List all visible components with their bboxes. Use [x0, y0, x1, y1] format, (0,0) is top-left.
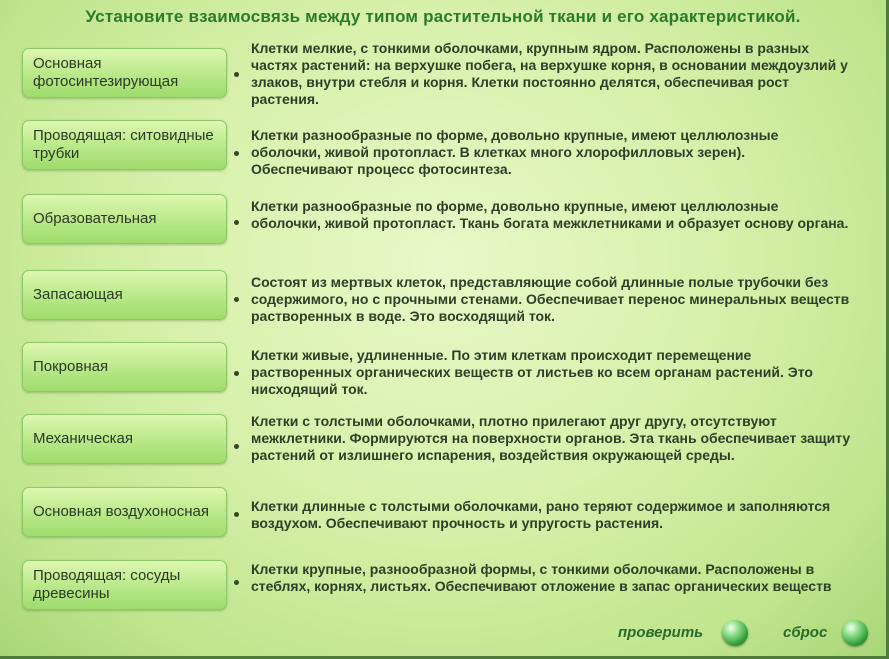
- reset-button-label[interactable]: сброс: [783, 624, 828, 641]
- tissue-item-aerenchyma[interactable]: [22, 487, 227, 537]
- match-target-bullet[interactable]: [234, 220, 239, 225]
- tissue-label: Основная воздухоносная: [33, 503, 210, 520]
- description-text: Клетки с толстыми оболочками, плотно прилегают друг другу, отсутствуют межклетники. Формируются на поверхности органов. Эта ткань обеспечивает защиту растений от излишнего испарения, воздействия окружающей среды.: [251, 413, 851, 463]
- match-target-bullet[interactable]: [234, 580, 239, 585]
- match-target-bullet[interactable]: [234, 151, 239, 156]
- description-text: Клетки живые, удлиненные. По этим клеткам происходит перемещение растворенных органических веществ от листьев ко всем органам растений. Это нисходящий ток.: [251, 347, 813, 397]
- description-text: Состоят из мертвых клеток, представляющие собой длинные полые трубочки без содержимого, но с прочными стенами. Обеспечивает перенос минеральных веществ растворенных в воде. Это восходящий ток.: [251, 274, 850, 324]
- description-text: Клетки разнообразные по форме, довольно крупные, имеют целлюлозные оболочки, живой протопласт. В клетках много хлорофилловых зерен). Обеспечивают процесс фотосинтеза.: [251, 127, 779, 177]
- tissue-item-meristem[interactable]: [22, 194, 227, 244]
- match-target-bullet[interactable]: [234, 72, 239, 77]
- match-target-bullet[interactable]: [234, 444, 239, 449]
- tissue-label: Проводящая: сосуды древесины: [33, 567, 181, 602]
- match-target-bullet[interactable]: [234, 297, 239, 302]
- tissue-item-dermal[interactable]: [22, 342, 227, 392]
- tissue-item-sieve-tubes[interactable]: [22, 120, 227, 170]
- tissue-label: Покровная: [33, 358, 109, 375]
- reset-button-orb-icon[interactable]: [842, 620, 868, 646]
- tissue-label: Механическая: [33, 430, 134, 447]
- description-text: Клетки разнообразные по форме, довольно крупные, имеют целлюлозные оболочки, живой протопласт. Ткань богата межклетниками и образует основу органа.: [251, 198, 849, 231]
- match-target-bullet[interactable]: [234, 371, 239, 376]
- tissue-label: Проводящая: ситовидные трубки: [33, 127, 214, 162]
- tissue-item-xylem-vessels[interactable]: [22, 560, 227, 610]
- tissue-label: Запасающая: [33, 286, 123, 303]
- match-target-bullet[interactable]: [234, 512, 239, 517]
- description-text: Клетки мелкие, с тонкими оболочками, крупным ядром. Расположены в разных частях растений: на верхушке побега, на верхушке корня, в основании междоузлий у злаков, внутри стебля и корня. Клетки постоянно делятся, обеспечивая рост растения.: [251, 40, 848, 107]
- check-button-orb-icon[interactable]: [722, 620, 748, 646]
- tissue-item-mechanical[interactable]: [22, 414, 227, 464]
- description-text: Клетки крупные, разнообразной формы, с тонкими оболочками. Расположены в стеблях, корнях, листьях. Обеспечивают отложение в запас органических веществ: [251, 561, 832, 594]
- page-title: Установите взаимосвязь между типом растительной ткани и его характеристикой.: [85, 7, 801, 26]
- tissue-label: Образовательная: [33, 210, 157, 227]
- check-button-label[interactable]: проверить: [618, 624, 704, 641]
- tissue-item-storage[interactable]: [22, 270, 227, 320]
- description-text: Клетки длинные с толстыми оболочками, рано теряют содержимое и заполняются воздухом. Обеспечивают прочность и упругость растения.: [251, 498, 831, 531]
- tissue-item-photosynthetic[interactable]: [22, 48, 227, 98]
- tissue-label: Основная фотосинтезирующая: [33, 55, 179, 90]
